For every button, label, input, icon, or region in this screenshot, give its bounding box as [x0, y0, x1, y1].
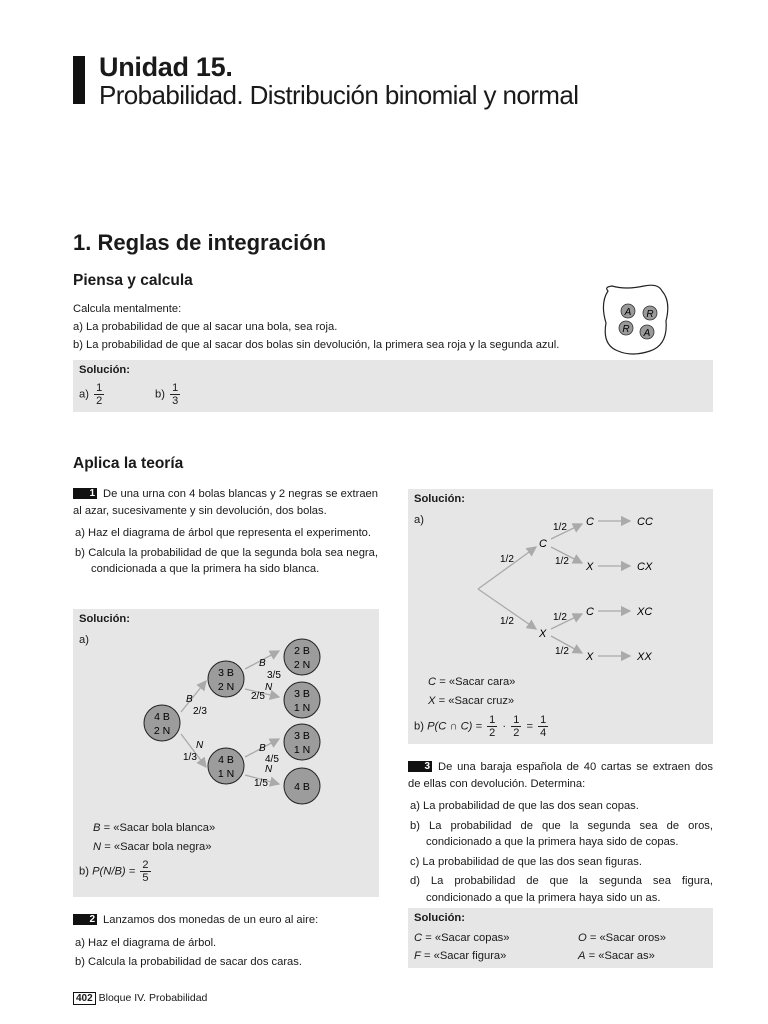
outcome-label: CX	[637, 561, 653, 573]
page-number: 402	[73, 992, 96, 1005]
piensa-solution-box	[73, 360, 713, 412]
def-x	[428, 692, 514, 710]
denominator: 2	[96, 395, 103, 407]
def-symbol: C	[414, 932, 423, 944]
outcome-label: XC	[637, 606, 653, 618]
footer	[73, 992, 207, 1005]
branch-label: N	[196, 740, 204, 751]
ball-label: R	[646, 309, 654, 320]
node-label: 1 N	[293, 744, 311, 756]
node-label: 2 N	[217, 681, 235, 693]
node-label: C	[586, 516, 594, 528]
exercise-3-text	[408, 759, 713, 792]
fraction	[487, 714, 497, 739]
node-label: X	[586, 651, 594, 663]
exercise-number: 1	[73, 488, 97, 499]
node-label: 2 N	[293, 659, 311, 671]
numerator: 2	[142, 859, 149, 871]
sol-b-label: b)	[79, 865, 89, 878]
sol-b-expr: P(C ∩ C) =	[427, 720, 483, 733]
denominator: 2	[489, 727, 496, 739]
node-label: X	[539, 628, 547, 640]
branch-prob: 2/3	[193, 706, 207, 717]
branch-prob: 2/5	[251, 691, 265, 702]
node-label: 1 N	[217, 768, 235, 780]
equals-sign: =	[526, 720, 534, 733]
node-label: 1 N	[293, 702, 311, 714]
denominator: 2	[513, 727, 520, 739]
def-text: = «Sacar copas»	[425, 932, 510, 944]
numerator: 1	[489, 714, 496, 726]
ex2-sol-b	[414, 714, 550, 739]
ball-tree-diagram	[73, 609, 379, 829]
def-text: = «Sacar bola negra»	[104, 841, 212, 853]
node-label: C	[586, 606, 594, 618]
ball-label: A	[643, 328, 651, 339]
fraction	[94, 382, 104, 407]
exercise-number: 3	[408, 761, 432, 772]
branch-label: B	[259, 658, 266, 669]
exercise-1-solution-box	[73, 609, 379, 897]
exercise-2-a: a) Haz el diagrama de árbol.	[75, 936, 217, 949]
piensa-sol-a	[79, 382, 106, 407]
fraction	[538, 714, 548, 739]
solution-title: Solución:	[79, 364, 130, 376]
exercise-3-d: d) La probabilidad de que la segunda sea figura, condicionado a que la primera haya sido un as.	[410, 875, 713, 904]
exercise-2-statement: Lanzamos dos monedas de un euro al aire:	[103, 914, 319, 926]
section-title: 1. Reglas de integración	[73, 230, 327, 255]
solution-title: Solución:	[79, 613, 130, 625]
numerator: 1	[540, 714, 547, 726]
outcome-label: XX	[637, 651, 652, 663]
aplica-title: Aplica la teoría	[73, 455, 184, 472]
denominator: 4	[540, 727, 547, 739]
branch-label: B	[186, 694, 193, 705]
def-symbol: C	[428, 676, 437, 688]
def-text: = «Sacar as»	[588, 950, 655, 962]
sol-a-label: a)	[414, 514, 424, 526]
unit-marker-bar	[73, 56, 85, 104]
numerator: 1	[96, 382, 103, 394]
exercise-number: 2	[73, 914, 97, 925]
piensa-text	[73, 300, 593, 354]
def-copas	[414, 929, 509, 947]
sol-a-label: a)	[79, 634, 89, 646]
exercise-1-b: b) Calcula la probabilidad de que la segunda bola sea negra, condicionada a que la primera ha sido blanca.	[75, 546, 378, 575]
exercise-1	[73, 486, 378, 578]
node-label: 2 B	[294, 645, 310, 657]
unit-subtitle: Probabilidad. Distribución binomial y normal	[99, 80, 579, 110]
node-label: 3 B	[294, 730, 310, 742]
branch-prob: 1/2	[555, 646, 569, 657]
exercise-2-solution-box	[408, 489, 713, 744]
def-text: = «Sacar cruz»	[438, 695, 515, 707]
def-text: = «Sacar bola blanca»	[103, 822, 216, 834]
piensa-intro: Calcula mentalmente:	[73, 303, 182, 315]
branch-prob: 1/5	[254, 778, 268, 789]
branch-prob: 1/2	[553, 522, 567, 533]
sol-b-label: b)	[414, 720, 424, 733]
def-b	[93, 819, 215, 837]
piensa-b: b) La probabilidad de que al sacar dos bolas sin devolución, la primera sea roja y la segunda azul.	[73, 339, 560, 351]
outcome-label: CC	[637, 516, 653, 528]
footer-text: Bloque IV. Probabilidad	[98, 992, 208, 1004]
sol-a-label: a)	[79, 388, 89, 401]
def-text: = «Sacar figura»	[423, 950, 507, 962]
sol-b-expr: P(N/B) =	[92, 865, 136, 878]
denominator: 5	[142, 872, 149, 884]
exercise-3-c: c) La probabilidad de que las dos sean figuras.	[410, 855, 642, 868]
node-label: 4 B	[294, 781, 310, 793]
def-as	[578, 947, 655, 965]
branch-prob: 4/5	[265, 754, 279, 765]
branch-label: N	[265, 682, 273, 693]
node-label: 2 N	[153, 725, 171, 737]
exercise-3-b: b) La probabilidad de que la segunda sea de oros, condicionado a que la primera haya sido de copas.	[410, 819, 713, 848]
branch-prob: 3/5	[267, 670, 281, 681]
branch-prob: 1/2	[555, 556, 569, 567]
multiply-sign: ·	[502, 720, 507, 733]
denominator: 3	[172, 395, 179, 407]
def-symbol: B	[93, 822, 101, 834]
exercise-2-text	[73, 912, 378, 929]
fraction	[170, 382, 180, 407]
node-label: C	[539, 538, 547, 550]
piensa-a: a) La probabilidad de que al sacar una bola, sea roja.	[73, 321, 338, 333]
node-label: 4 B	[218, 754, 234, 766]
exercise-1-text	[73, 486, 378, 519]
branch-prob: 1/3	[183, 752, 197, 763]
def-symbol: X	[428, 695, 436, 707]
branch-label: B	[259, 743, 266, 754]
def-text: = «Sacar cara»	[439, 676, 516, 688]
node-label: 4 B	[154, 711, 170, 723]
ball-label: A	[624, 307, 632, 318]
numerator: 1	[172, 382, 179, 394]
sol-b-label: b)	[155, 388, 165, 401]
coin-tree-diagram	[408, 489, 713, 669]
exercise-3-statement: De una baraja española de 40 cartas se extraen dos de ellas con devolución. Determina:	[408, 761, 713, 790]
urn-illustration	[598, 281, 674, 357]
solution-title: Solución:	[414, 912, 465, 924]
branch-prob: 1/2	[500, 554, 514, 565]
fraction	[140, 859, 150, 884]
def-symbol: F	[414, 950, 421, 962]
solution-title: Solución:	[414, 493, 465, 505]
ball-label: R	[622, 324, 630, 335]
piensa-title: Piensa y calcula	[73, 272, 193, 289]
exercise-2-b: b) Calcula la probabilidad de sacar dos caras.	[75, 956, 302, 968]
branch-label: N	[265, 764, 273, 775]
def-symbol: N	[93, 841, 102, 853]
numerator: 1	[513, 714, 520, 726]
branch-prob: 1/2	[500, 616, 514, 627]
exercise-3	[408, 759, 713, 906]
exercise-3-a: a) La probabilidad de que las dos sean copas.	[410, 800, 639, 812]
node-label: 3 B	[218, 667, 234, 679]
def-n	[93, 838, 212, 856]
def-oros	[578, 929, 666, 947]
unit-title: Unidad 15.	[99, 52, 233, 82]
exercise-1-a: a) Haz el diagrama de árbol que representa el experimento.	[75, 527, 372, 539]
def-text: = «Sacar oros»	[589, 932, 666, 944]
piensa-sol-b	[155, 382, 182, 407]
def-figura	[414, 947, 506, 965]
exercise-2	[73, 912, 378, 971]
fraction	[511, 714, 521, 739]
def-symbol: O	[578, 932, 587, 944]
exercise-1-statement: De una urna con 4 bolas blancas y 2 negras se extraen al azar, sucesivamente y sin devolución, dos bolas.	[73, 488, 378, 517]
def-c	[428, 673, 515, 691]
def-symbol: A	[578, 950, 586, 962]
exercise-3-solution-box	[408, 908, 713, 968]
branch-prob: 1/2	[553, 612, 567, 623]
node-label: X	[586, 561, 594, 573]
node-label: 3 B	[294, 688, 310, 700]
ex1-sol-b	[79, 859, 153, 884]
